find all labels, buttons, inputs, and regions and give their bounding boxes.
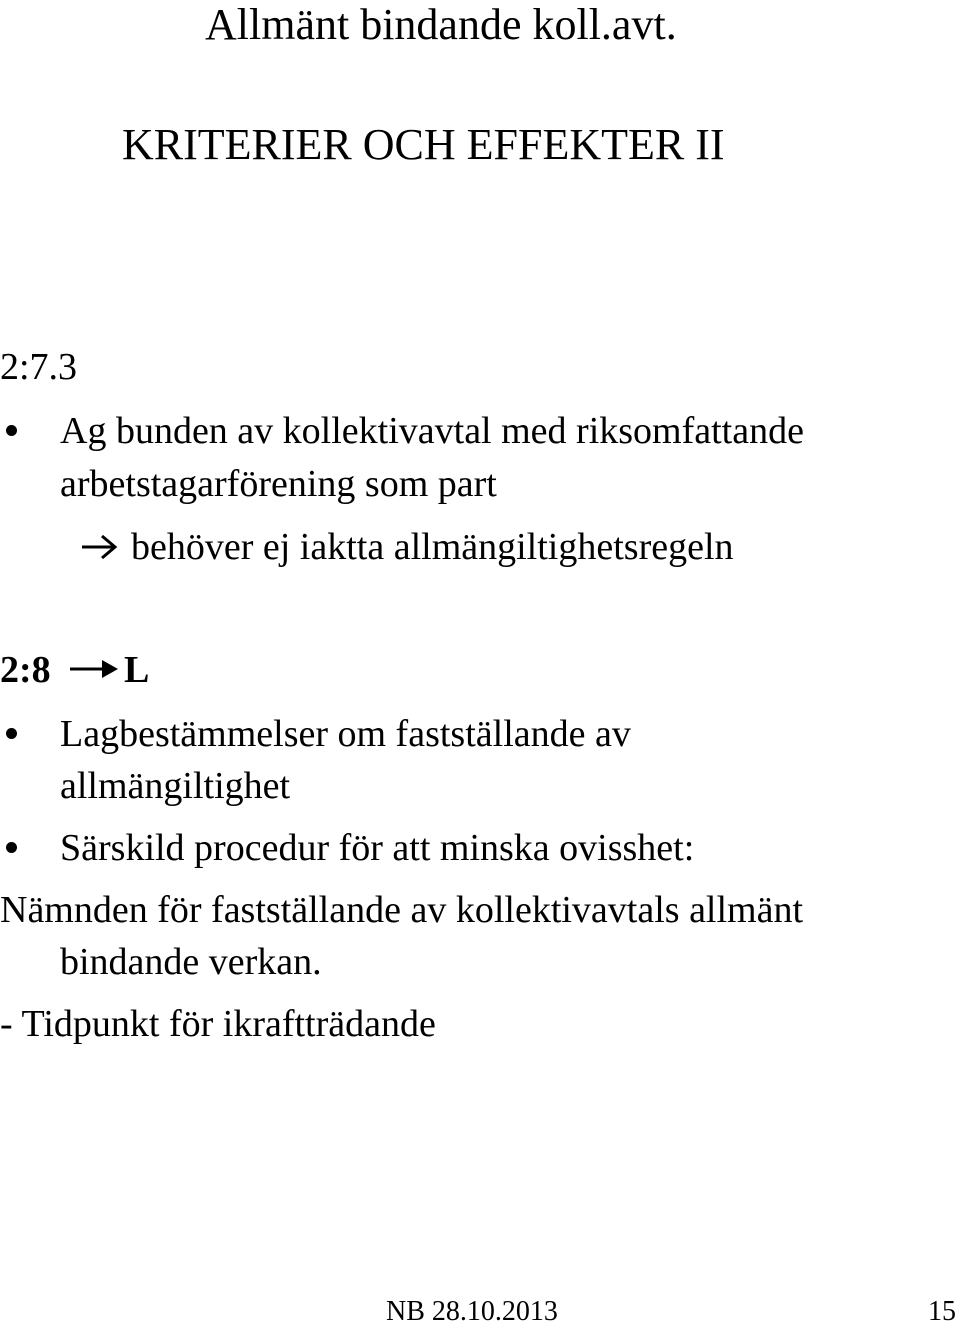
section-heading-2-8: 2:8	[0, 649, 51, 691]
bullet-icon	[6, 728, 17, 739]
right-arrow-icon	[80, 532, 120, 562]
bullet-text-line-1: Lagbestämmelser om fastställande av	[60, 713, 631, 755]
slide-title: Allmänt bindande koll.avt.	[205, 0, 677, 49]
slide-subtitle: KRITERIER OCH EFFEKTER II	[122, 120, 725, 169]
bullet-icon	[6, 842, 17, 853]
bullet-text-line-2: allmängiltighet	[60, 765, 291, 807]
bullet-text-line-1: Ag bunden av kollektivavtal med riksomfattande	[60, 410, 804, 452]
bullet-icon	[6, 425, 17, 436]
arrow-consequence-text: behöver ej iaktta allmängiltighetsregeln	[131, 526, 734, 568]
bullet-text: Särskild procedur för att minska ovisshet:	[60, 827, 695, 869]
page-number: 15	[928, 1296, 956, 1327]
section-heading-2-7-3: 2:7.3	[0, 346, 78, 388]
dash-item: - Tidpunkt för ikraftträdande	[0, 1003, 436, 1045]
paragraph-line-1: Nämnden för fastställande av kollektivavtals allmänt	[0, 889, 804, 931]
right-arrow-icon	[68, 656, 120, 682]
footer-label: NB 28.10.2013	[386, 1296, 558, 1327]
paragraph-line-2: bindande verkan.	[60, 941, 322, 983]
section-heading-law: L	[124, 649, 150, 691]
bullet-text-line-2: arbetstagarförening som part	[60, 463, 497, 505]
